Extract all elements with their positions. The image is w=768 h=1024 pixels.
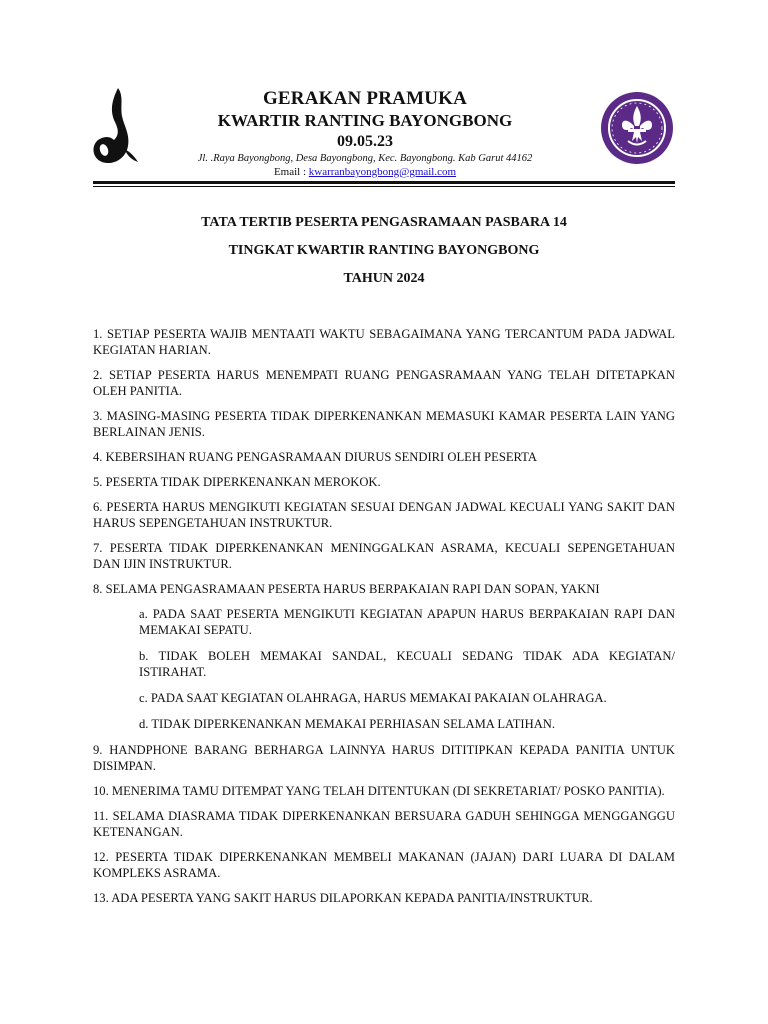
list-item: 8. SELAMA PENGASRAMAAN PESERTA HARUS BERPAKAIAN RAPI DAN SOPAN, YAKNI (93, 582, 600, 596)
address: Jl. .Raya Bayongbong, Desa Bayongbong, Kec. Bayongbong. Kab Garut 44162 (197, 153, 533, 164)
list-item: 10. MENERIMA TAMU DITEMPAT YANG TELAH DITENTUKAN (DI SEKRETARIAT/ POSKO PANITIA). (93, 784, 665, 798)
email-line (150, 166, 580, 178)
sub-list-item: b. TIDAK BOLEH MEMAKAI SANDAL, KECUALI SEDANG TIDAK ADA KEGIATAN/ ISTIRAHAT. (139, 649, 675, 679)
org-name: GERAKAN PRAMUKA (262, 88, 468, 109)
doc-year: TAHUN 2024 (343, 271, 425, 286)
world-scout-emblem-icon (598, 91, 676, 165)
sub-list-item: c. PADA SAAT KEGIATAN OLAHRAGA, HARUS MEMAKAI PAKAIAN OLAHRAGA. (139, 691, 607, 705)
doc-subtitle: TINGKAT KWARTIR RANTING BAYONGBONG (228, 243, 540, 258)
sub-list-item: a. PADA SAAT PESERTA MENGIKUTI KEGIATAN APAPUN HARUS BERPAKAIAN RAPI DAN MEMAKAI SEPATU. (139, 607, 675, 637)
list-item: 3. MASING-MASING PESERTA TIDAK DIPERKENANKAN MEMASUKI KAMAR PESERTA LAIN YANG BERLAINAN JENIS. (93, 409, 675, 439)
list-item: 2. SETIAP PESERTA HARUS MENEMPATI RUANG PENGASRAMAAN YANG TELAH DITETAPKAN OLEH PANITIA. (93, 368, 675, 398)
list-item: 7. PESERTA TIDAK DIPERKENANKAN MENINGGALKAN ASRAMA, KECUALI SEPENGETAHUAN DAN IJIN INSTRUKTUR. (93, 541, 675, 571)
tunas-kelapa-icon (90, 86, 140, 166)
doc-title: TATA TERTIB PESERTA PENGASRAMAAN PASBARA 14 (201, 215, 567, 230)
letterhead-rule-thick (93, 181, 675, 184)
list-item: 1. SETIAP PESERTA WAJIB MENTAATI WAKTU SEBAGAIMANA YANG TERCANTUM PADA JADWAL KEGIATAN HARIAN. (93, 327, 675, 357)
sub-list-item: d. TIDAK DIPERKENANKAN MEMAKAI PERHIASAN SELAMA LATIHAN. (139, 717, 556, 731)
list-item: 12. PESERTA TIDAK DIPERKENANKAN MEMBELI MAKANAN (JAJAN) DARI LUARA DI DALAM KOMPLEKS ASRAMA. (93, 850, 675, 880)
unit-name: KWARTIR RANTING BAYONGBONG (217, 111, 513, 130)
list-item: 13. ADA PESERTA YANG SAKIT HARUS DILAPORKAN KEPADA PANITIA/INSTRUKTUR. (93, 891, 593, 905)
list-item: 11. SELAMA DIASRAMA TIDAK DIPERKENANKAN BERSUARA GADUH SEHINGGA MENGGANGGU KETENANGAN. (93, 809, 675, 839)
list-item: 4. KEBERSIHAN RUANG PENGASRAMAAN DIURUS SENDIRI OLEH PESERTA (93, 450, 537, 464)
list-item: 9. HANDPHONE BARANG BERHARGA LAINNYA HARUS DITITIPKAN KEPADA PANITIA UNTUK DISIMPAN. (93, 743, 675, 773)
list-item: 5. PESERTA TIDAK DIPERKENANKAN MEROKOK. (93, 475, 381, 489)
email-label: Email : (273, 166, 309, 178)
list-item: 6. PESERTA HARUS MENGIKUTI KEGIATAN SESUAI DENGAN JADWAL KECUALI YANG SAKIT DAN HARUS SEPENGETAHUAN INSTRUKTUR. (93, 500, 675, 530)
email-link[interactable]: kwarranbayongbong@gmail.com (308, 166, 457, 178)
letterhead-rule-thin (93, 186, 675, 187)
unit-code: 09.05.23 (337, 133, 393, 150)
rules-list (93, 326, 675, 915)
